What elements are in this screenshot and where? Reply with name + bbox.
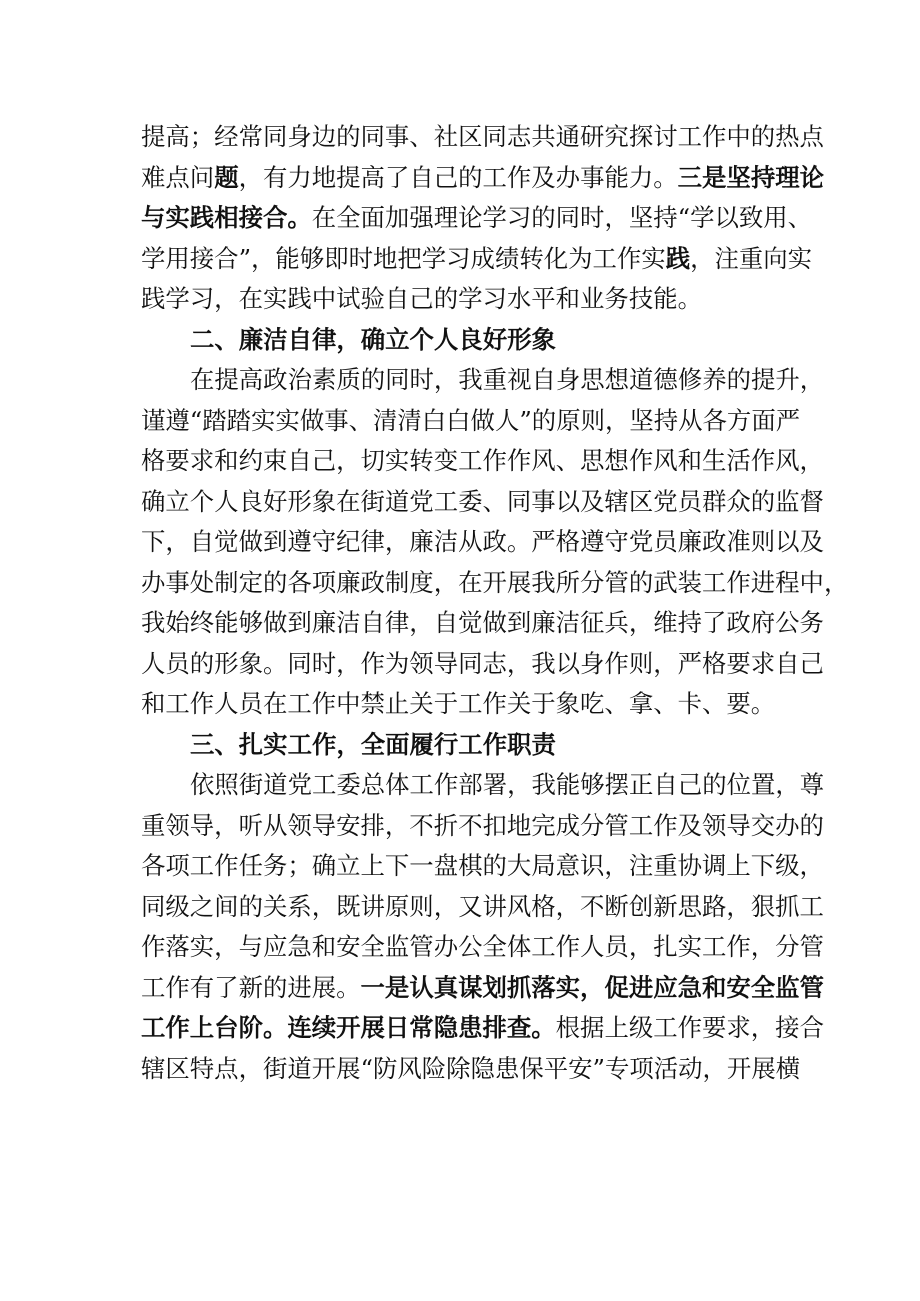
- text-segment: 二、廉洁自律，确立个人良好形象: [190, 324, 556, 354]
- text-line: [141, 239, 813, 279]
- text-line: [141, 563, 849, 603]
- text-line: [141, 522, 824, 562]
- bold-text-segment: 题: [214, 162, 239, 192]
- text-segment: ，有力地提高了自己的工作及办事能力。: [238, 162, 678, 192]
- bold-text-segment: 践: [665, 243, 691, 273]
- text-line: [141, 441, 824, 481]
- text-segment: 各项工作任务；确立上下一盘棋的大局意识，注重协调上下级，: [141, 851, 824, 880]
- text-line: [141, 482, 824, 522]
- text-segment: 学用接合”，能够即时地把学习成绩转化为工作实: [141, 243, 666, 273]
- text-segment: 同级之间的关系，既讲原则，又讲风格，不断创新思路，狠抓工: [141, 891, 824, 921]
- text-line: [141, 887, 824, 927]
- text-segment: 和工作人员在工作中禁止关于工作关于象吃、拿、卡、要。: [141, 689, 776, 718]
- text-segment: 我始终能够做到廉洁自律，自觉做到廉洁征兵，维持了政府公务: [141, 608, 824, 637]
- text-segment: 办事处制定的各项廉政制度，在开展我所分管的武装工作进程中，: [141, 567, 849, 597]
- text-segment: 提高；经常同身边的同事、社区同志共通研究探讨工作中的热点: [141, 122, 824, 151]
- text-segment: 人员的形象。同时，作为领导同志，我以身作则，严格要求自己: [141, 648, 824, 678]
- text-line: [141, 684, 781, 724]
- text-line: [141, 968, 824, 1008]
- text-segment: ，注重向实: [690, 243, 813, 273]
- text-segment: 谨遵“踏踏实实做事、清清白白做人”的原则，坚持从各方面严: [141, 405, 801, 435]
- text-line: [141, 927, 824, 967]
- text-line: [141, 279, 781, 319]
- text-line: [141, 644, 824, 684]
- text-line: [141, 117, 824, 157]
- text-line: [141, 846, 824, 886]
- text-segment: 格要求和约束自己，切实转变工作作风、思想作风和生活作风，: [141, 446, 824, 475]
- text-segment: 难点问: [141, 162, 215, 192]
- bold-text-segment: 工作上台阶。连续开展日常隐患排查。: [141, 1013, 556, 1042]
- bold-text-segment: 与实践相接合。: [141, 203, 312, 232]
- text-segment: 确立个人良好形象在街道党工委、同事以及辖区党员群众的监督: [141, 486, 824, 516]
- text-line: [141, 1008, 824, 1048]
- bold-text-segment: 一是认真谋划抓落实，促进应急和安全监管: [360, 972, 824, 1002]
- text-segment: 三、扎实工作，全面履行工作职责: [190, 729, 556, 759]
- text-segment: 在提高政治素质的同时，我重视自身思想道德修养的提升，: [190, 365, 825, 394]
- section-heading: [190, 725, 781, 765]
- text-segment: 工作有了新的进展。: [141, 972, 361, 1002]
- text-line: [190, 765, 825, 805]
- text-line: [190, 360, 825, 400]
- text-line: [141, 603, 824, 643]
- text-line: [141, 1049, 801, 1089]
- text-segment: 作落实，与应急和安全监管办公全体工作人员，扎实工作，分管: [141, 932, 824, 961]
- text-segment: 依照街道党工委总体工作部署，我能够摆正自己的位置，尊: [190, 770, 825, 799]
- text-line: [141, 198, 813, 238]
- text-segment: 辖区特点，街道开展“防风险除隐患保平安”专项活动，开展横: [141, 1053, 801, 1083]
- text-segment: 根据上级工作要求，接合: [555, 1013, 824, 1042]
- section-heading: [190, 320, 781, 360]
- text-segment: 重领导，听从领导安排，不折不扣地完成分管工作及领导交办的: [141, 810, 824, 840]
- text-line: [141, 158, 824, 198]
- text-segment: 践学习，在实践中试验自己的学习水平和业务技能。: [141, 284, 702, 313]
- text-segment: 下，自觉做到遵守纪律，廉洁从政。严格遵守党员廉政准则以及: [141, 527, 824, 556]
- bold-text-segment: 三是坚持理论: [677, 162, 824, 192]
- text-segment: 在全面加强理论学习的同时，坚持“学以致用、: [311, 203, 813, 232]
- text-line: [141, 806, 824, 846]
- text-line: [141, 401, 801, 441]
